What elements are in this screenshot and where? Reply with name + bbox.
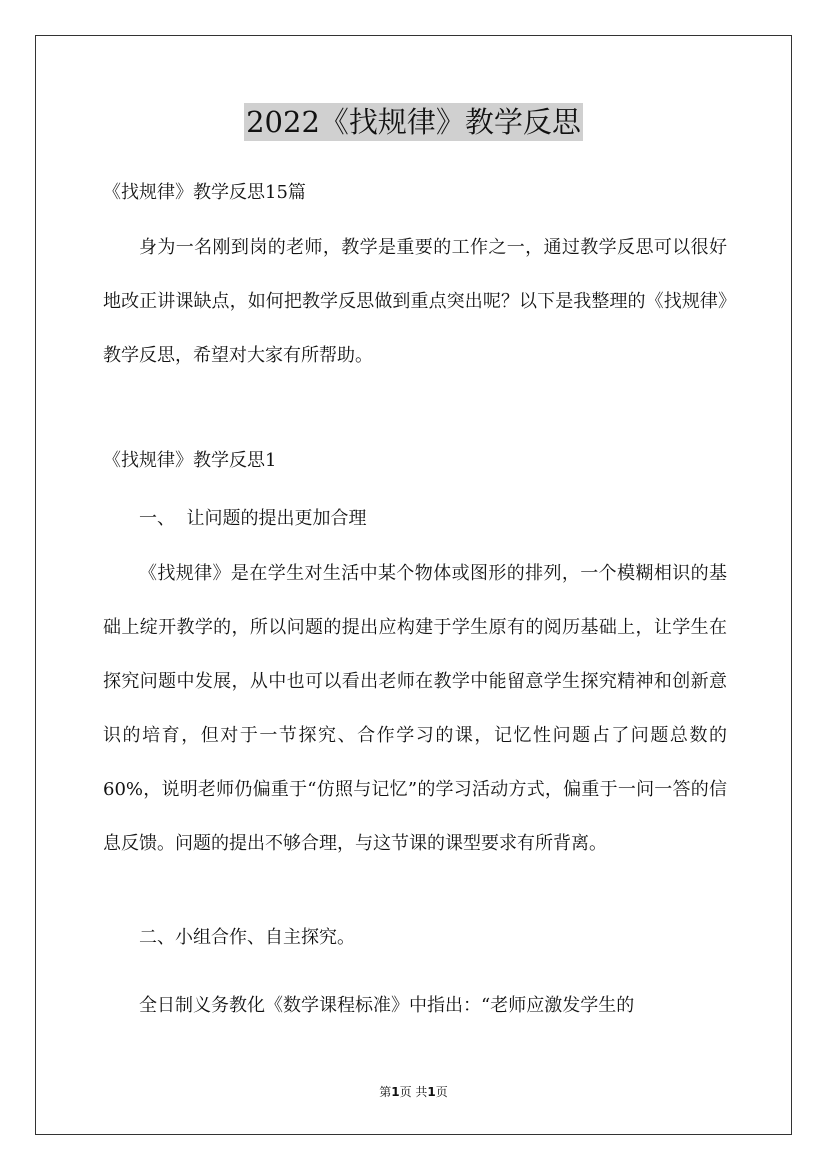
section-title: 《找规律》教学反思1: [103, 450, 277, 471]
document-title: 2022《找规律》教学反思: [246, 105, 581, 139]
footer-total-number: 1: [427, 1085, 436, 1099]
heading-1: 一、 让问题的提出更加合理: [139, 508, 367, 529]
document-subtitle: 《找规律》教学反思15篇: [103, 182, 306, 203]
heading-2: 二、小组合作、自主探究。: [139, 927, 355, 948]
footer-page-prefix: 第: [379, 1085, 392, 1099]
footer-page-number: 1: [391, 1085, 400, 1099]
intro-paragraph: 身为一名刚到岗的老师，教学是重要的工作之一，通过教学反思可以很好地改正讲课缺点，如何把教学反思做到重点突出呢？以下是我整理的《找规律》教学反思，希望对大家有所帮助。: [103, 237, 727, 366]
title-container: [0, 103, 827, 141]
paragraph-2: 全日制义务教化《数学课程标准》中指出：“老师应激发学生的: [139, 995, 635, 1016]
paragraph-1: 《找规律》是在学生对生活中某个物体或图形的排列，一个模糊相识的基础上绽开教学的，所以问题的提出应构建于学生原有的阅历基础上，让学生在探究问题中发展，从中也可以看出老师在教学中能留意学生探究精神和创新意识的培育，但对于一节探究、合作学习的课，记忆性问题占了问题总数的60%，说明老师仍偏重于“仿照与记忆”的学习活动方式，偏重于一问一答的信息反馈。问题的提出不够合理，与这节课的课型要求有所背离。: [103, 563, 727, 854]
footer-total-suffix: 页: [435, 1085, 448, 1099]
page-footer: [0, 1084, 827, 1100]
footer-page-suffix: 页 共: [399, 1085, 428, 1099]
